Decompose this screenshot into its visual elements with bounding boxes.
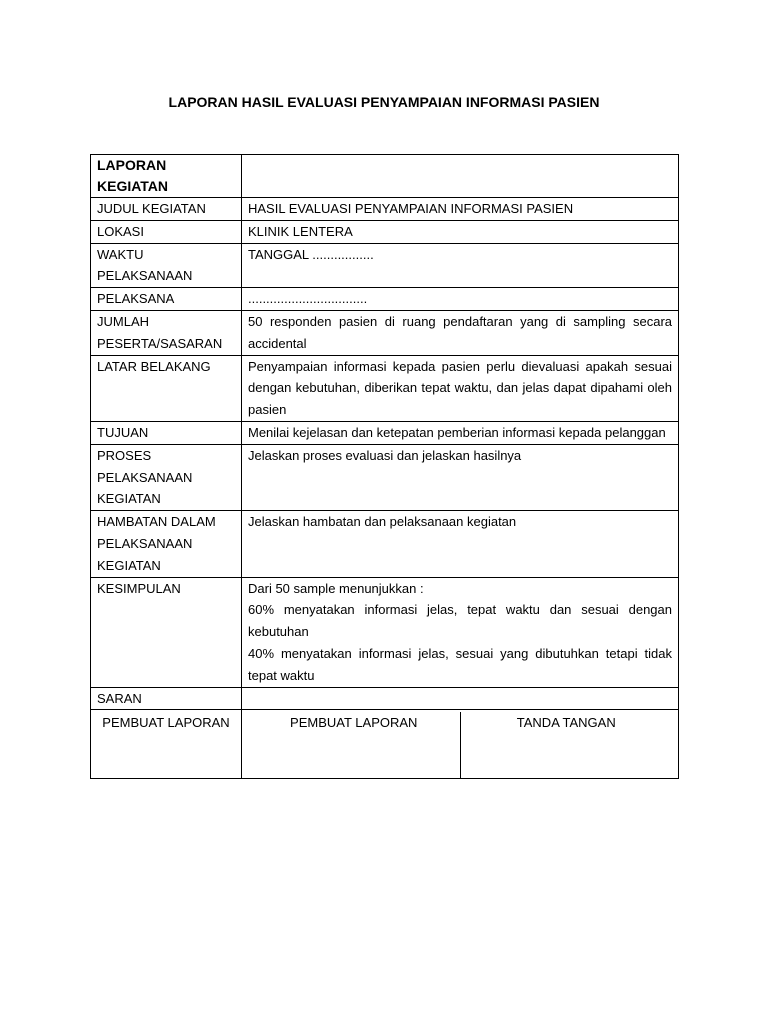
row-value-cell [242,310,679,355]
row-value-cell [242,577,679,687]
row-label: PELAKSANAAN [97,535,193,551]
table-row [91,310,679,355]
row-value-cell [242,288,679,311]
table-row [91,687,679,710]
row-label: JUMLAH [97,313,150,329]
signature-split [248,712,672,778]
row-label: WAKTU [97,246,144,262]
row-label: PROSES [97,447,152,463]
signature-section [91,710,679,779]
row-label: PELAKSANA [97,291,175,307]
row-label: JUDUL KEGIATAN [97,201,206,216]
row-label: SARAN [97,690,142,706]
signature-left-cell: PEMBUAT LAPORAN [91,710,242,779]
row-label: PELAKSANAAN [97,268,193,284]
row-value: ................................. [248,291,368,307]
row-value-cell [242,421,679,444]
row-value: HASIL EVALUASI PENYAMPAIAN INFORMASI PASIEN [248,201,574,216]
row-label: PESERTA/SASARAN [97,335,223,351]
row-label-cell [91,288,242,311]
row-label: KEGIATAN [97,491,161,507]
table-row [91,198,679,221]
signature-right-label: TANDA TANGAN [516,715,616,731]
row-value: Menilai kejelasan dan ketepatan pemberian informasi kepada pelanggan [248,424,666,440]
table-row [91,288,679,311]
row-label-cell [91,243,242,288]
row-value: 50 responden pasien di ruang pendaftaran yang di sampling secara accidental [248,313,672,351]
row-value: Dari 50 sample menunjukkan : [248,580,424,596]
header-label: LAPORAN KEGIATAN [91,155,242,198]
row-value-cell [242,198,679,221]
row-value-cell [242,444,679,510]
signature-row [91,710,679,779]
row-label-cell [91,421,242,444]
row-label-cell [91,577,242,687]
row-value-cell [242,243,679,288]
row-value: Jelaskan proses evaluasi dan jelaskan hasilnya [248,447,522,463]
row-value: TANGGAL ................. [248,246,374,262]
row-label-cell [91,444,242,510]
row-value: Penyampaian informasi kepada pasien perlu dievaluasi apakah sesuai dengan kebutuhan, diberikan tepat waktu, dan jelas dapat dipahami oleh pasien [248,358,672,418]
row-value-cell [242,687,679,710]
row-value: Jelaskan hambatan dan pelaksanaan kegiatan [248,514,517,530]
row-value-cell [242,220,679,243]
row-value: KLINIK LENTERA [248,223,353,239]
row-label-cell [91,198,242,221]
report-table [90,154,679,779]
row-label: KEGIATAN [97,557,161,573]
row-value-cell [242,511,679,577]
row-label-cell [91,355,242,421]
document-title: LAPORAN HASIL EVALUASI PENYAMPAIAN INFORMASI PASIEN [168,94,600,110]
header-value [242,155,679,198]
row-value: 40% menyatakan informasi jelas, sesuai yang dibutuhkan tetapi tidak tepat waktu [248,645,672,683]
row-label: TUJUAN [97,424,149,440]
table-row [91,444,679,510]
row-label: HAMBATAN DALAM [97,514,216,530]
row-label-cell [91,310,242,355]
table-header-row [91,155,679,198]
signature-middle-label: PEMBUAT LAPORAN [248,712,461,778]
row-value-cell [242,355,679,421]
table-row [91,421,679,444]
row-label-cell [91,687,242,710]
row-value: 60% menyatakan informasi jelas, tepat waktu dan sesuai dengan kebutuhan [248,602,672,640]
table-row [91,355,679,421]
row-label: PELAKSANAAN [97,469,193,485]
table-row [91,243,679,288]
row-label-cell [91,511,242,577]
row-label-cell [91,220,242,243]
table-row [91,220,679,243]
row-label: LATAR BELAKANG [97,358,211,374]
report-table-body [91,155,679,710]
row-label: KESIMPULAN [97,580,181,596]
table-row [91,511,679,577]
table-row [91,577,679,687]
signature-right-cell [242,710,679,779]
row-label: LOKASI [97,223,144,239]
